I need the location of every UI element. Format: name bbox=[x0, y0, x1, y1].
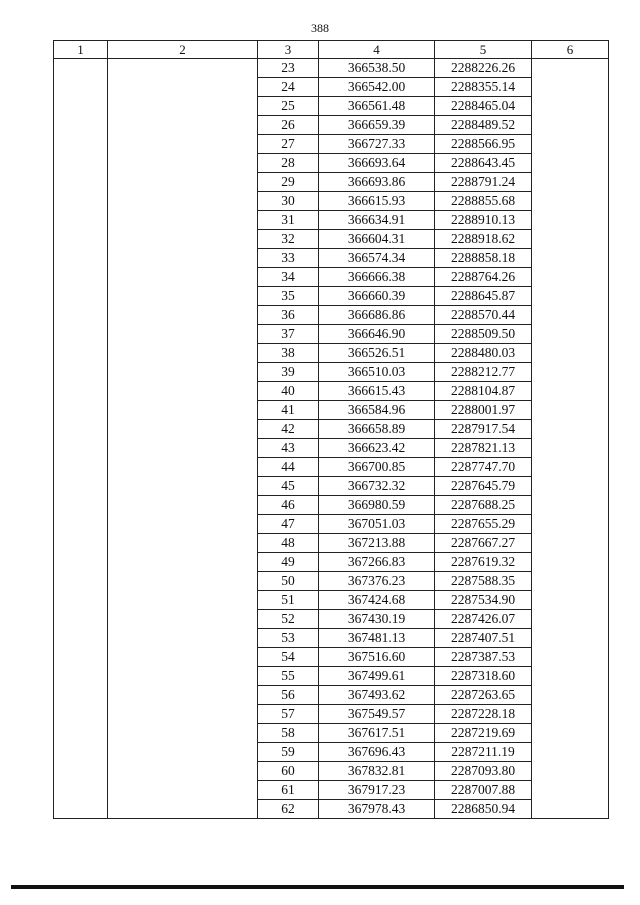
coord-x-cell: 366980.59 bbox=[319, 496, 435, 515]
coord-x-cell: 366727.33 bbox=[319, 135, 435, 154]
coord-y-cell: 2288791.24 bbox=[435, 173, 532, 192]
point-number-cell: 28 bbox=[258, 154, 319, 173]
coord-x-cell: 366538.50 bbox=[319, 59, 435, 78]
coord-x-cell: 367051.03 bbox=[319, 515, 435, 534]
point-number-cell: 41 bbox=[258, 401, 319, 420]
coord-y-cell: 2288855.68 bbox=[435, 192, 532, 211]
header-col-5: 5 bbox=[435, 41, 532, 59]
coord-y-cell: 2288566.95 bbox=[435, 135, 532, 154]
coord-y-cell: 2288489.52 bbox=[435, 116, 532, 135]
coord-x-cell: 367430.19 bbox=[319, 610, 435, 629]
point-number-cell: 27 bbox=[258, 135, 319, 154]
coord-y-cell: 2287387.53 bbox=[435, 648, 532, 667]
point-number-cell: 56 bbox=[258, 686, 319, 705]
point-number-cell: 34 bbox=[258, 268, 319, 287]
coord-y-cell: 2287007.88 bbox=[435, 781, 532, 800]
coord-x-cell: 367424.68 bbox=[319, 591, 435, 610]
header-col-4: 4 bbox=[319, 41, 435, 59]
point-number-cell: 25 bbox=[258, 97, 319, 116]
table-row bbox=[54, 59, 609, 78]
coord-y-cell: 2287688.25 bbox=[435, 496, 532, 515]
point-number-cell: 42 bbox=[258, 420, 319, 439]
header-col-3: 3 bbox=[258, 41, 319, 59]
point-number-cell: 23 bbox=[258, 59, 319, 78]
coord-y-cell: 2288212.77 bbox=[435, 363, 532, 382]
coord-x-cell: 366666.38 bbox=[319, 268, 435, 287]
coord-x-cell: 367493.62 bbox=[319, 686, 435, 705]
point-number-cell: 24 bbox=[258, 78, 319, 97]
point-number-cell: 61 bbox=[258, 781, 319, 800]
point-number-cell: 50 bbox=[258, 572, 319, 591]
coord-y-cell: 2287263.65 bbox=[435, 686, 532, 705]
coord-y-cell: 2288910.13 bbox=[435, 211, 532, 230]
point-number-cell: 29 bbox=[258, 173, 319, 192]
point-number-cell: 57 bbox=[258, 705, 319, 724]
point-number-cell: 39 bbox=[258, 363, 319, 382]
coord-x-cell: 366623.42 bbox=[319, 439, 435, 458]
coord-x-cell: 366561.48 bbox=[319, 97, 435, 116]
point-number-cell: 58 bbox=[258, 724, 319, 743]
coord-x-cell: 366526.51 bbox=[319, 344, 435, 363]
page-number: 388 bbox=[311, 21, 329, 35]
coord-x-cell: 366700.85 bbox=[319, 458, 435, 477]
coord-x-cell: 367516.60 bbox=[319, 648, 435, 667]
point-number-cell: 59 bbox=[258, 743, 319, 762]
table-body bbox=[54, 59, 609, 819]
point-number-cell: 33 bbox=[258, 249, 319, 268]
coord-x-cell: 367978.43 bbox=[319, 800, 435, 819]
coord-y-cell: 2287211.19 bbox=[435, 743, 532, 762]
coord-x-cell: 367617.51 bbox=[319, 724, 435, 743]
coord-x-cell: 366646.90 bbox=[319, 325, 435, 344]
coord-y-cell: 2287407.51 bbox=[435, 629, 532, 648]
coord-y-cell: 2288465.04 bbox=[435, 97, 532, 116]
coord-x-cell: 366659.39 bbox=[319, 116, 435, 135]
coord-x-cell: 367213.88 bbox=[319, 534, 435, 553]
coord-y-cell: 2288918.62 bbox=[435, 230, 532, 249]
coord-y-cell: 2288570.44 bbox=[435, 306, 532, 325]
coord-y-cell: 2288355.14 bbox=[435, 78, 532, 97]
coord-y-cell: 2287747.70 bbox=[435, 458, 532, 477]
coord-x-cell: 366604.31 bbox=[319, 230, 435, 249]
point-number-cell: 53 bbox=[258, 629, 319, 648]
coord-x-cell: 366693.64 bbox=[319, 154, 435, 173]
point-number-cell: 55 bbox=[258, 667, 319, 686]
point-number-cell: 44 bbox=[258, 458, 319, 477]
blank-col-2 bbox=[108, 59, 258, 819]
coord-y-cell: 2287426.07 bbox=[435, 610, 532, 629]
coord-x-cell: 366542.00 bbox=[319, 78, 435, 97]
blank-col-6 bbox=[532, 59, 609, 819]
coord-y-cell: 2288643.45 bbox=[435, 154, 532, 173]
coord-y-cell: 2288858.18 bbox=[435, 249, 532, 268]
coord-y-cell: 2287645.79 bbox=[435, 477, 532, 496]
coord-y-cell: 2287655.29 bbox=[435, 515, 532, 534]
coord-x-cell: 366574.34 bbox=[319, 249, 435, 268]
coord-x-cell: 367549.57 bbox=[319, 705, 435, 724]
coord-y-cell: 2288226.26 bbox=[435, 59, 532, 78]
point-number-cell: 47 bbox=[258, 515, 319, 534]
point-number-cell: 36 bbox=[258, 306, 319, 325]
coord-x-cell: 367917.23 bbox=[319, 781, 435, 800]
coord-x-cell: 366658.89 bbox=[319, 420, 435, 439]
point-number-cell: 43 bbox=[258, 439, 319, 458]
coord-y-cell: 2288104.87 bbox=[435, 382, 532, 401]
point-number-cell: 35 bbox=[258, 287, 319, 306]
blank-col-1 bbox=[54, 59, 108, 819]
point-number-cell: 38 bbox=[258, 344, 319, 363]
coord-x-cell: 366615.93 bbox=[319, 192, 435, 211]
point-number-cell: 40 bbox=[258, 382, 319, 401]
coord-x-cell: 366615.43 bbox=[319, 382, 435, 401]
coord-y-cell: 2288764.26 bbox=[435, 268, 532, 287]
coord-x-cell: 366693.86 bbox=[319, 173, 435, 192]
bottom-rule bbox=[11, 885, 624, 889]
coord-y-cell: 2286850.94 bbox=[435, 800, 532, 819]
header-col-1: 1 bbox=[54, 41, 108, 59]
coord-y-cell: 2288509.50 bbox=[435, 325, 532, 344]
coord-y-cell: 2287588.35 bbox=[435, 572, 532, 591]
point-number-cell: 62 bbox=[258, 800, 319, 819]
coord-x-cell: 366510.03 bbox=[319, 363, 435, 382]
coord-y-cell: 2287318.60 bbox=[435, 667, 532, 686]
coord-x-cell: 367266.83 bbox=[319, 553, 435, 572]
header-row bbox=[54, 41, 609, 59]
coord-y-cell: 2287534.90 bbox=[435, 591, 532, 610]
point-number-cell: 48 bbox=[258, 534, 319, 553]
coord-x-cell: 367696.43 bbox=[319, 743, 435, 762]
point-number-cell: 54 bbox=[258, 648, 319, 667]
coordinates-table bbox=[53, 40, 609, 819]
coord-y-cell: 2287219.69 bbox=[435, 724, 532, 743]
coord-x-cell: 367376.23 bbox=[319, 572, 435, 591]
point-number-cell: 26 bbox=[258, 116, 319, 135]
coord-x-cell: 366634.91 bbox=[319, 211, 435, 230]
header-col-2: 2 bbox=[108, 41, 258, 59]
coord-y-cell: 2287917.54 bbox=[435, 420, 532, 439]
coord-y-cell: 2287619.32 bbox=[435, 553, 532, 572]
coord-x-cell: 367481.13 bbox=[319, 629, 435, 648]
coord-y-cell: 2287667.27 bbox=[435, 534, 532, 553]
coord-y-cell: 2288001.97 bbox=[435, 401, 532, 420]
table-header bbox=[54, 41, 609, 59]
point-number-cell: 52 bbox=[258, 610, 319, 629]
point-number-cell: 32 bbox=[258, 230, 319, 249]
coord-y-cell: 2287228.18 bbox=[435, 705, 532, 724]
coord-x-cell: 366686.86 bbox=[319, 306, 435, 325]
coord-y-cell: 2287093.80 bbox=[435, 762, 532, 781]
coord-x-cell: 366732.32 bbox=[319, 477, 435, 496]
point-number-cell: 46 bbox=[258, 496, 319, 515]
point-number-cell: 51 bbox=[258, 591, 319, 610]
point-number-cell: 49 bbox=[258, 553, 319, 572]
point-number-cell: 30 bbox=[258, 192, 319, 211]
coord-y-cell: 2287821.13 bbox=[435, 439, 532, 458]
point-number-cell: 31 bbox=[258, 211, 319, 230]
coord-x-cell: 366660.39 bbox=[319, 287, 435, 306]
coord-x-cell: 367499.61 bbox=[319, 667, 435, 686]
coord-y-cell: 2288480.03 bbox=[435, 344, 532, 363]
coord-x-cell: 367832.81 bbox=[319, 762, 435, 781]
point-number-cell: 37 bbox=[258, 325, 319, 344]
coord-y-cell: 2288645.87 bbox=[435, 287, 532, 306]
point-number-cell: 45 bbox=[258, 477, 319, 496]
point-number-cell: 60 bbox=[258, 762, 319, 781]
coord-x-cell: 366584.96 bbox=[319, 401, 435, 420]
header-col-6: 6 bbox=[532, 41, 609, 59]
